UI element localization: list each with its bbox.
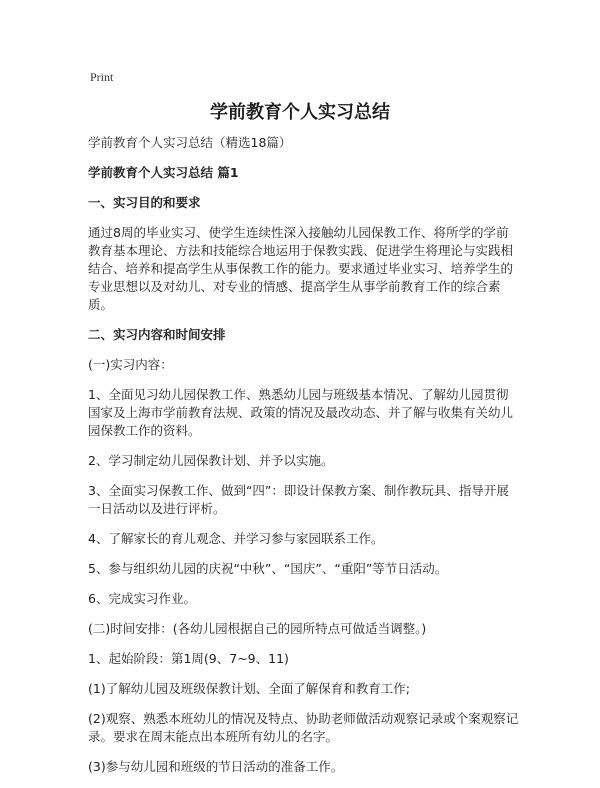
phase-item: (2)观察、熟悉本班幼儿的情况及特点、协助老师做活动观察记录或个案观察记录。要求在周末能点出本班所有幼儿的名字。 [88, 711, 519, 744]
list-item: 2、学习制定幼儿园保教计划、并予以实施。 [88, 453, 334, 468]
list-item: 1、全面见习幼儿园保教工作、熟悉幼儿园与班级基本情况、了解幼儿园贯彻国家及上海市学前教育法规、政策的情况及最改动态、并了解与收集有关幼儿园保教工作的资料。 [88, 387, 514, 438]
list-item: 4、了解家长的育儿观念、并学习参与家园联系工作。 [88, 531, 384, 546]
heading-purpose: 一、实习目的和要求 [88, 195, 201, 210]
page-title: 学前教育个人实习总结 [210, 102, 390, 123]
subheading-schedule: (二)时间安排：(各幼儿园根据自己的园所特点可做适当调整。) [88, 621, 427, 636]
phase-item: (1)了解幼儿园及班级保教计划、全面了解保育和教育工作; [88, 681, 410, 696]
list-item: 6、完成实习作业。 [88, 591, 196, 606]
phase-item: (3)参与幼儿园和班级的节日活动的准备工作。 [88, 759, 344, 774]
subtitle: 学前教育个人实习总结（精选18篇） [88, 135, 292, 150]
list-item: 5、参与组织幼儿园的庆祝“中秋”、“国庆”、“重阳”等节日活动。 [88, 561, 448, 576]
section-heading: 学前教育个人实习总结 篇1 [88, 165, 239, 180]
subheading-content: (一)实习内容： [88, 357, 173, 372]
paragraph-purpose: 通过8周的毕业实习、使学生连续性深入接触幼儿园保教工作、将所学的学前教育基本理论、方法和技能综合地运用于保教实践、促进学生将理论与实践相结合、培养和提高学生从事保教工作的能力。要求通过毕业实习、培养学生的专业思想以及对幼儿、对专业的情感、提高学生从事学前教育工作的综合素质。 [88, 225, 514, 312]
list-item: 3、全面实习保教工作、做到“四”：即设计保教方案、制作教玩具、指导开展一日活动以及进行评析。 [88, 483, 509, 516]
print-link[interactable]: Print [90, 70, 114, 84]
heading-content-schedule: 二、实习内容和时间安排 [88, 327, 226, 342]
article-body [88, 134, 520, 788]
phase-heading: 1、起始阶段：第1周(9、7~9、11) [88, 651, 289, 666]
